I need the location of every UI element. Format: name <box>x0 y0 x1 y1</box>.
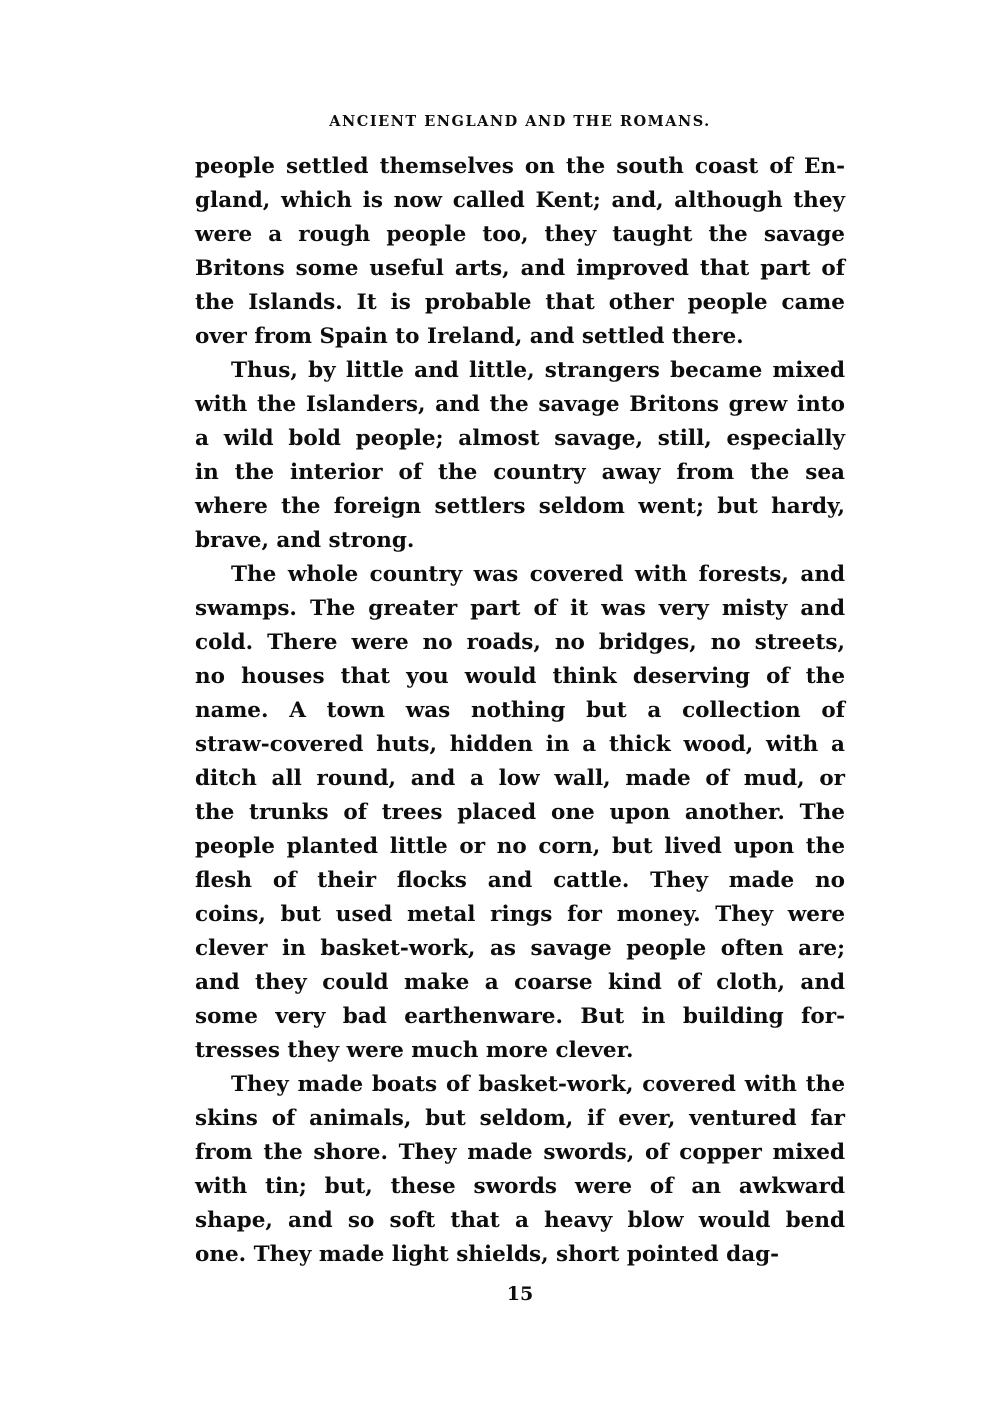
text-line: Britons some useful arts, and improved that part of <box>195 256 845 281</box>
text-line: from the shore. They made swords, of copper mixed <box>195 1140 845 1165</box>
text-line: swamps. The greater part of it was very misty and <box>195 596 845 621</box>
text-line: Thus, by little and little, strangers became mixed <box>231 358 845 383</box>
text-line: shape, and so soft that a heavy blow would bend <box>195 1208 845 1233</box>
text-line: a wild bold people; almost savage, still, especially <box>195 426 845 451</box>
text-line: brave, and strong. <box>195 528 415 553</box>
text-line: clever in basket-work, as savage people often are; <box>195 936 845 961</box>
running-title: ANCIENT ENGLAND AND THE ROMANS. <box>329 113 711 130</box>
text-line: were a rough people too, they taught the savage <box>195 222 845 247</box>
text-line: people settled themselves on the south coast of En- <box>195 154 845 179</box>
text-line: with tin; but, these swords were of an awkward <box>195 1174 845 1199</box>
text-line: people planted little or no corn, but lived upon the <box>195 834 845 859</box>
text-line: gland, which is now called Kent; and, although they <box>195 188 845 213</box>
text-line: skins of animals, but seldom, if ever, ventured far <box>195 1106 845 1131</box>
paragraph <box>195 354 845 558</box>
page-number: 15 <box>506 1283 534 1305</box>
text-line: some very bad earthenware. But in building for- <box>195 1004 845 1029</box>
text-line: one. They made light shields, short pointed dag- <box>195 1242 780 1267</box>
text-line: tresses they were much more clever. <box>195 1038 634 1063</box>
text-line: no houses that you would think deserving of the <box>195 664 845 689</box>
text-line: and they could make a coarse kind of cloth, and <box>195 970 845 995</box>
text-line: cold. There were no roads, no bridges, no streets, <box>195 630 845 655</box>
body-text <box>195 150 845 1272</box>
text-line: The whole country was covered with forests, and <box>231 562 845 587</box>
text-line: the Islands. It is probable that other people came <box>195 290 845 315</box>
text-line: straw-covered huts, hidden in a thick wood, with a <box>195 732 845 757</box>
text-line: They made boats of basket-work, covered with the <box>231 1072 845 1097</box>
text-line: coins, but used metal rings for money. They were <box>195 902 845 927</box>
text-line: where the foreign settlers seldom went; but hardy, <box>195 494 845 519</box>
text-line: ditch all round, and a low wall, made of mud, or <box>195 766 845 791</box>
text-line: in the interior of the country away from the sea <box>195 460 845 485</box>
text-line: with the Islanders, and the savage Britons grew into <box>195 392 845 417</box>
paragraph <box>195 150 845 354</box>
text-line: name. A town was nothing but a collection of <box>195 698 845 723</box>
text-line: over from Spain to Ireland, and settled there. <box>195 324 744 349</box>
paragraph <box>195 1068 845 1272</box>
text-line: flesh of their flocks and cattle. They made no <box>195 868 845 893</box>
paragraph <box>195 558 845 1068</box>
text-line: the trunks of trees placed one upon another. The <box>195 800 845 825</box>
